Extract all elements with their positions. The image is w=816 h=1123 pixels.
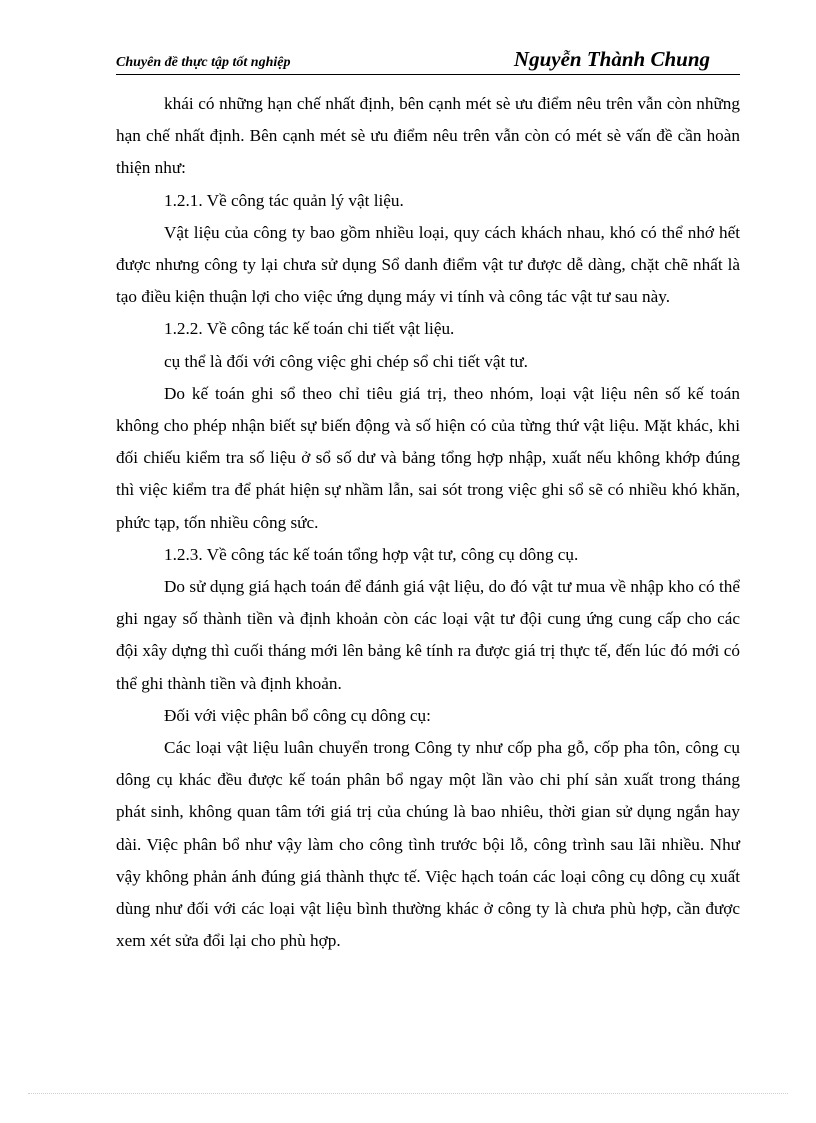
paragraph: Do kế toán ghi sổ theo chỉ tiêu giá trị, theo nhóm, loại vật liệu nên số kế toán không cho phép nhận biết sự biến động và số hiện có của từng thứ vật liệu. Mặt khác, khi đối chiếu kiểm tra số liệu ở sổ số dư và bảng tổng hợp nhập, xuất nếu không khớp đúng thì việc kiểm tra để phát hiện sự nhầm lẫn, sai sót trong việc ghi sổ sẽ có nhiều khó khăn, phức tạp, tốn nhiều công sức. (116, 383, 740, 532)
document-body (116, 88, 740, 957)
header-author: Nguyễn Thành Chung (513, 47, 710, 71)
paragraph: Đối với việc phân bổ công cụ dông cụ: (164, 705, 431, 725)
paragraph: Vật liệu của công ty bao gồm nhiều loại, quy cách khách nhau, khó có thể nhớ hết được nhưng công ty lại chưa sử dụng Sổ danh điểm vật tư được dễ dàng, chặt chẽ nhất là tạo điều kiện thuận lợi cho việc ứng dụng máy vi tính và công tác vật tư sau này. (116, 222, 740, 307)
section-heading-1-2-2: 1.2.2. Về công tác kế toán chi tiết vật liệu. (164, 319, 455, 339)
page-header (116, 42, 740, 75)
paragraph: Các loại vật liệu luân chuyển trong Công ty như cốp pha gỗ, cốp pha tôn, công cụ dông cụ khác đều được kế toán phân bổ ngay một lần vào chi phí sản xuất trong tháng phát sinh, không quan tâm tới giá trị của chúng là bao nhiêu, thời gian sử dụng ngắn hay dài. Việc phân bổ như vậy làm cho công tình trước bội lỗ, công trình sau lãi nhiều. Như vậy không phản ánh đúng giá thành thực tế. Việc hạch toán các loại công cụ dông cụ xuất dùng như đối với các loại vật liệu bình thường khác ở công ty là chưa phù hợp, cần được xem xét sửa đổi lại cho phù hợp. (116, 738, 740, 951)
section-heading-1-2-1: 1.2.1. Về công tác quản lý vật liệu. (164, 190, 404, 210)
section-heading-1-2-3: 1.2.3. Về công tác kế toán tổng hợp vật tư, công cụ dông cụ. (164, 544, 579, 564)
paragraph-intro: khái có những hạn chế nhất định, bên cạnh mét sè ưu điểm nêu trên vẫn còn những hạn chế nhất định. Bên cạnh mét sè ưu điểm nêu trên vẫn còn có mét sè vấn đề cần hoàn thiện như: (116, 94, 740, 178)
header-title: Chuyên đề thực tập tốt nghiệp (116, 55, 291, 70)
paragraph: Do sử dụng giá hạch toán để đánh giá vật liệu, do đó vật tư mua về nhập kho có thể ghi ngay số thành tiền và định khoản còn các loại vật tư đội cung ứng cung cấp cho các đội xây dựng thì cuối tháng mới lên bảng kê tính ra được giá trị thực tế, đến lúc đó mới có thể ghi thành tiền và định khoản. (116, 577, 740, 693)
footer-divider (28, 1093, 788, 1094)
paragraph: cụ thể là đối với công việc ghi chép sổ chi tiết vật tư. (164, 351, 528, 371)
